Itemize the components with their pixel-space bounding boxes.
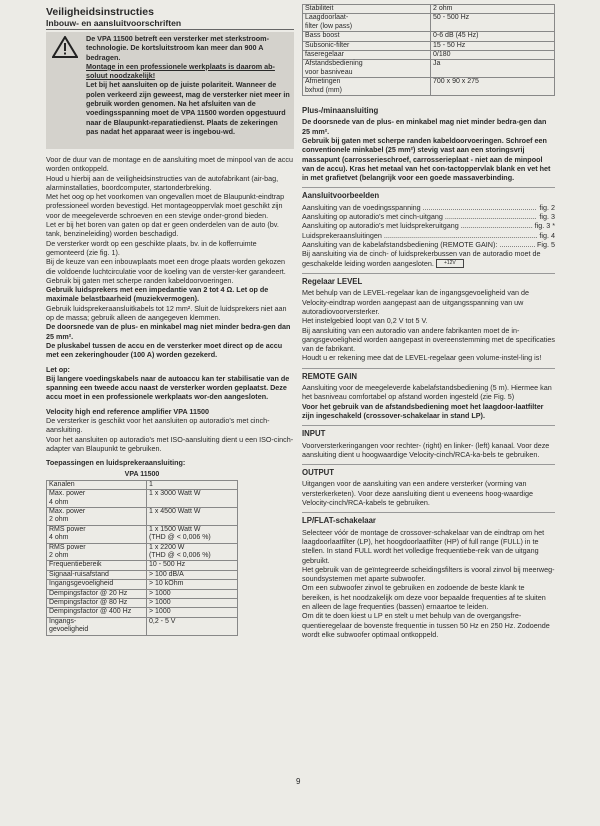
spec-label-cell: Dempingsfactor @ 20 Hz <box>47 589 147 598</box>
right-column <box>302 4 555 639</box>
spec-label-cell: Stabiliteit <box>303 5 431 14</box>
note-text: Bij langere voedingskabels naar de autoaccu kan ter stabilisatie van de spanning een tweede accu naast de versterker worden geplaatst. Deze accu moet in een professionele werkplaats wor-den aangesloten. <box>46 373 290 402</box>
figure-reference-list <box>302 203 555 249</box>
body-paragraph: Aansluiting voor de meegeleverde kabelafstandsbediening (5 m). Hiermee kan het basniveau comfortabel op afstand worden ingesteld (zie Fig. 5) <box>302 383 552 402</box>
body-paragraph: De versterker is geschikt voor het aansluiten op autoradio's met cinch-aansluiting. <box>46 416 270 435</box>
spec-value-cell: Ja <box>431 60 555 78</box>
spec-table-left <box>46 480 238 636</box>
spec-label-cell: Dempingsfactor @ 80 Hz <box>47 599 147 608</box>
switched-lead-icon: +12V <box>436 259 464 268</box>
table-row <box>303 78 555 96</box>
warning-text-2: Montage in een professionele werkplaats is daarom ab-soluut noodzakelijk! <box>86 61 275 81</box>
table-row <box>303 60 555 78</box>
warning-box <box>46 32 294 149</box>
section-heading: Plus-/minaansluiting <box>302 106 379 116</box>
body-paragraph: Let er bij het boren van gaten op dat er geen onderdelen van de auto (bv. tank, benzineleiding) worden beschadigd. <box>46 220 279 239</box>
spec-label-cell: Subsonic-filter <box>303 41 431 50</box>
amplifier-title: Velocity high end reference amplifier VPA 11500 <box>46 406 209 416</box>
body-paragraph-bold: De doorsnede van de plus- en minkabel mag niet minder bedra-gen dan 25 mm². <box>302 117 547 136</box>
section-heading: REMOTE GAIN <box>302 371 358 381</box>
figure-reference: Aansluiting op autoradio's met cinch-uitgang ..... fig. 3 <box>302 212 555 221</box>
body-paragraph: Voor het aansluiten op autoradio's met ISO-aansluiting dient u een ISO-cinch-adapter van Blaupunkt te gebruiken. <box>46 434 294 453</box>
spec-label-cell: Max. power 2 ohm <box>47 508 147 526</box>
spec-value-cell: > 10 kOhm <box>147 580 238 589</box>
body-paragraph: Bij aansluiting via de cinch- of luidsprekerbussen van de autoradio moet de geschakelde leiding worden aangesloten. +12V <box>302 249 541 268</box>
section-heading: Regelaar LEVEL <box>302 277 363 287</box>
section-heading: INPUT <box>302 429 326 439</box>
spec-value-cell: 0/180 <box>431 51 555 60</box>
spec-value-cell: > 1000 <box>147 589 238 598</box>
table-row <box>303 32 555 41</box>
spec-value-cell: 10 - 500 Hz <box>147 561 238 570</box>
body-paragraph: Om dit te doen kiest u LP en stelt u met behulp van de overgangsfre-quentieregelaar de bovenste frequentie in tussen 50 Hz en 250 Hz. Zodoende wordt elke subwoofer optimaal ontkoppeld. <box>302 611 550 639</box>
body-paragraph: Om een subwoofer zinvol te gebruiken en zodoende de beste klank te bereiken, is het noodzakelijk om deze voor bepaalde frequenties af te sluiten en alleen de lage frequenties (bassen) ernaartoe te leiden. <box>302 583 546 612</box>
spec-value-cell: 2 ohm <box>431 5 555 14</box>
page-number: 9 <box>296 777 301 786</box>
spec-value-cell: > 100 dB/A <box>147 570 238 579</box>
table-row <box>47 561 238 570</box>
spec-value-cell: 1 x 4500 Watt W <box>147 508 238 526</box>
table-row <box>47 543 238 561</box>
body-paragraph: Voor de duur van de montage en de aansluiting moet de minpool van de accu worden ontkoppeld. <box>46 155 293 174</box>
warning-text-1: De VPA 11500 betreft een versterker met sterkstroom-technologie. De kortsluitstroom kan meer dan 900 A bedragen. <box>86 34 269 62</box>
table-row <box>303 5 555 14</box>
spec-label-cell: faseregelaar <box>303 51 431 60</box>
body-paragraph: Gebruik luidsprekeraansluitkabels tot 12 mm². Sluit de luidsprekers niet aan op de massa; gebruik alleen de aangegeven klemmen. <box>46 303 287 323</box>
spec-label-cell: Ingangs- gevoeligheid <box>47 617 147 635</box>
spec-label-cell: RMS power 4 ohm <box>47 525 147 543</box>
spec-label-cell: Ingangsgevoeligheid <box>47 580 147 589</box>
spec-label-cell: Dempingsfactor @ 400 Hz <box>47 608 147 617</box>
table-row <box>303 51 555 60</box>
body-paragraph: Uitgangen voor de aansluiting van een andere versterker (vorming van versterkerketen). Voor deze aansluiting dient u eveneens hoog-waardige Velocity-cinch/RCA-kabels te gebruiken. <box>302 479 533 508</box>
note-title: Let op: <box>46 364 70 374</box>
body-paragraph: Houdt u er rekening mee dat de LEVEL-regelaar geen volume-instel-ling is! <box>302 353 542 363</box>
spec-label-cell: Afmetingen bxhxd (mm) <box>303 78 431 96</box>
spec-value-cell: 1 x 2200 W (THD @ < 0,006 %) <box>147 543 238 561</box>
section-heading: Aansluitvoorbeelden <box>302 191 380 201</box>
warning-triangle-icon <box>52 36 78 58</box>
spec-label-cell: Laagdoorlaat- filter (low pass) <box>303 14 431 32</box>
table-caption: VPA 11500 <box>124 470 160 478</box>
body-paragraph-bold: Gebruik bij gaten met scherpe randen kabeldoorvoeringen. Schroef een conventionele minkabel (25 mm²) stevig vast aan een storingsvrij massapunt (carrosserieschroef, carrosserieplaat - niet aan de minpool van de accu). Kras het metaal van het con-tactoppervlak blank en vet het in met grafietvet (belangrijk voor een goede massaverbinding. <box>302 135 551 183</box>
spec-label-cell: Bass boost <box>303 32 431 41</box>
body-paragraph: Voorversterkeringangen voor rechter- (right) en linker- (left) kanaal. Voor deze aansluiting dient u hoogwaardige Velocity-cinch/RCA-ka-bels te gebruiken. <box>302 440 550 459</box>
section-heading: LP/FLAT-schakelaar <box>302 516 376 526</box>
applications-title: Toepassingen en luidsprekeraansluiting: <box>46 458 186 468</box>
body-paragraph-bold: De doorsnede van de plus- en minkabel mag niet minder bedra-gen dan 25 mm². <box>46 322 291 341</box>
figure-reference: Aansluiting van de kabelafstandsbediening (REMOTE GAIN): ..... Fig. 5 <box>302 240 555 249</box>
body-paragraph: Het gebruik van de geïntegreerde scheidingsfilters is vooral zinvol bij meerweg-soundsystemen met aparte subwoofer. <box>302 564 555 584</box>
section-subtitle: Inbouw- en aansluitvoorschriften <box>46 18 294 30</box>
body-paragraph: De versterker wordt op een geschikte plaats, bv. in de kofferruimte gemonteerd (zie fig. 1). <box>46 238 257 257</box>
spec-label-cell: Kanalen <box>47 480 147 489</box>
body-paragraph-bold: De pluskabel tussen de accu en de versterker moet direct op de accu met een zekeringhouder (100 A) worden gezekerd. <box>46 340 283 360</box>
spec-value-cell: 0-6 dB (45 Hz) <box>431 32 555 41</box>
body-paragraph: Selecteer vóór de montage de crossover-schakelaar van de eindtrap om het laagdoorlaatfilter (LP), het hoogdoorlaatfilter (HP) of full range (FULL) in te stellen. In stand FULL wordt het volledige frequentiebe-reik van de uitgang gebruikt. <box>302 527 545 565</box>
section-heading: OUTPUT <box>302 468 335 478</box>
spec-value-cell: > 1000 <box>147 608 238 617</box>
left-column <box>46 6 294 636</box>
body-paragraph: Gebruik bij gaten met scherpe randen kabeldoorvoeringen. <box>46 275 234 285</box>
table-row <box>47 525 238 543</box>
body-paragraph: Het instelgebied loopt van 0,2 V tot 5 V. <box>302 316 428 326</box>
table-row <box>47 508 238 526</box>
figure-reference: Aansluiting van de voedingsspanning ..... fig. 2 <box>302 203 555 212</box>
spec-label-cell: Signaal-ruisafstand <box>47 570 147 579</box>
spec-label-cell: RMS power 2 ohm <box>47 543 147 561</box>
figure-reference: Aansluiting op autoradio's met luidsprekeruitgang ..... fig. 3 * <box>302 221 555 230</box>
figure-reference: Luidsprekeraansluitingen ..... fig. 4 <box>302 231 555 240</box>
table-row <box>47 608 238 617</box>
table-row <box>303 14 555 32</box>
table-row <box>47 589 238 598</box>
spec-label-cell: Max. power 4 ohm <box>47 490 147 508</box>
table-row <box>47 570 238 579</box>
spec-value-cell: 1 x 3000 Watt W <box>147 490 238 508</box>
spec-label-cell: Frequentiebereik <box>47 561 147 570</box>
body-paragraph: Met behulp van de LEVEL-regelaar kan de ingangsgevoeligheid van de Velocity-eindtrap worden aangepast aan de uitgangsspanning van uw autoradiovoorversterker. <box>302 288 529 316</box>
spec-table-right <box>302 4 555 96</box>
warning-text-3: Let bij het aansluiten op de juiste polariteit. Wanneer de polen verkeerd zijn geweest, mag de versterker niet meer in gebruik worden genomen. Na het afsluiten van de voedingsspanning moet de VPA 11500 worden opgestuurd naar de Blaupunkt-reparatiedienst. Plaats de zekeringen pas nadat het apparaat weer is ingebou-wd. <box>86 80 290 136</box>
body-paragraph: Met het oog op het voorkomen van ongevallen moet de Blaupunkt-eindtrap professioneel worden bevestigd. Het montageoppervlak moet geschikt zijn voor de meegeleverde schroeven en een stevige onder-grond bieden. <box>46 192 285 220</box>
body-paragraph-bold: Gebruik luidsprekers met een impedantie van 2 tot 4 Ω. Let op de maximale belastbaarheid (muziekvermogen). <box>46 285 269 304</box>
spec-value-cell: 0,2 - 5 V <box>147 617 238 635</box>
table-row <box>47 599 238 608</box>
page-title: Veiligheidsinstructies <box>46 6 154 18</box>
spec-value-cell: 700 x 90 x 275 <box>431 78 555 96</box>
body-paragraph: Bij de keuze van een inbouwplaats moet een droge plaats worden gekozen die voldoende luchtcirculatie voor de koeling van de verster-ker garandeert. <box>46 257 286 276</box>
spec-value-cell: 15 - 50 Hz <box>431 41 555 50</box>
body-paragraph: Houd u hierbij aan de veiligheidsinstructies van de autofabrikant (air-bag, alarminstallaties, boordcomputer, startonderbreking. <box>46 173 279 192</box>
body-paragraph-bold: Voor het gebruik van de afstandsbediening moet het laagdoor-laatfilter zijn ingeschakeld (crossover-schakelaar in stand LP). <box>302 401 544 420</box>
spec-value-cell: 50 - 500 Hz <box>431 14 555 32</box>
table-row <box>47 580 238 589</box>
table-row <box>47 490 238 508</box>
table-row <box>47 480 238 489</box>
spec-value-cell: 1 <box>147 480 238 489</box>
table-row <box>47 617 238 635</box>
body-paragraph: Bij aansluiting van een autoradio van andere fabrikanten moet de in-gangsgevoeligheid worden aangepast in overeenstemming met de specificaties van de fabrikant. <box>302 325 555 354</box>
table-row <box>303 41 555 50</box>
spec-value-cell: 1 x 1500 Watt W (THD @ < 0,006 %) <box>147 525 238 543</box>
spec-label-cell: Afstandsbediening voor basniveau <box>303 60 431 78</box>
spec-value-cell: > 1000 <box>147 599 238 608</box>
